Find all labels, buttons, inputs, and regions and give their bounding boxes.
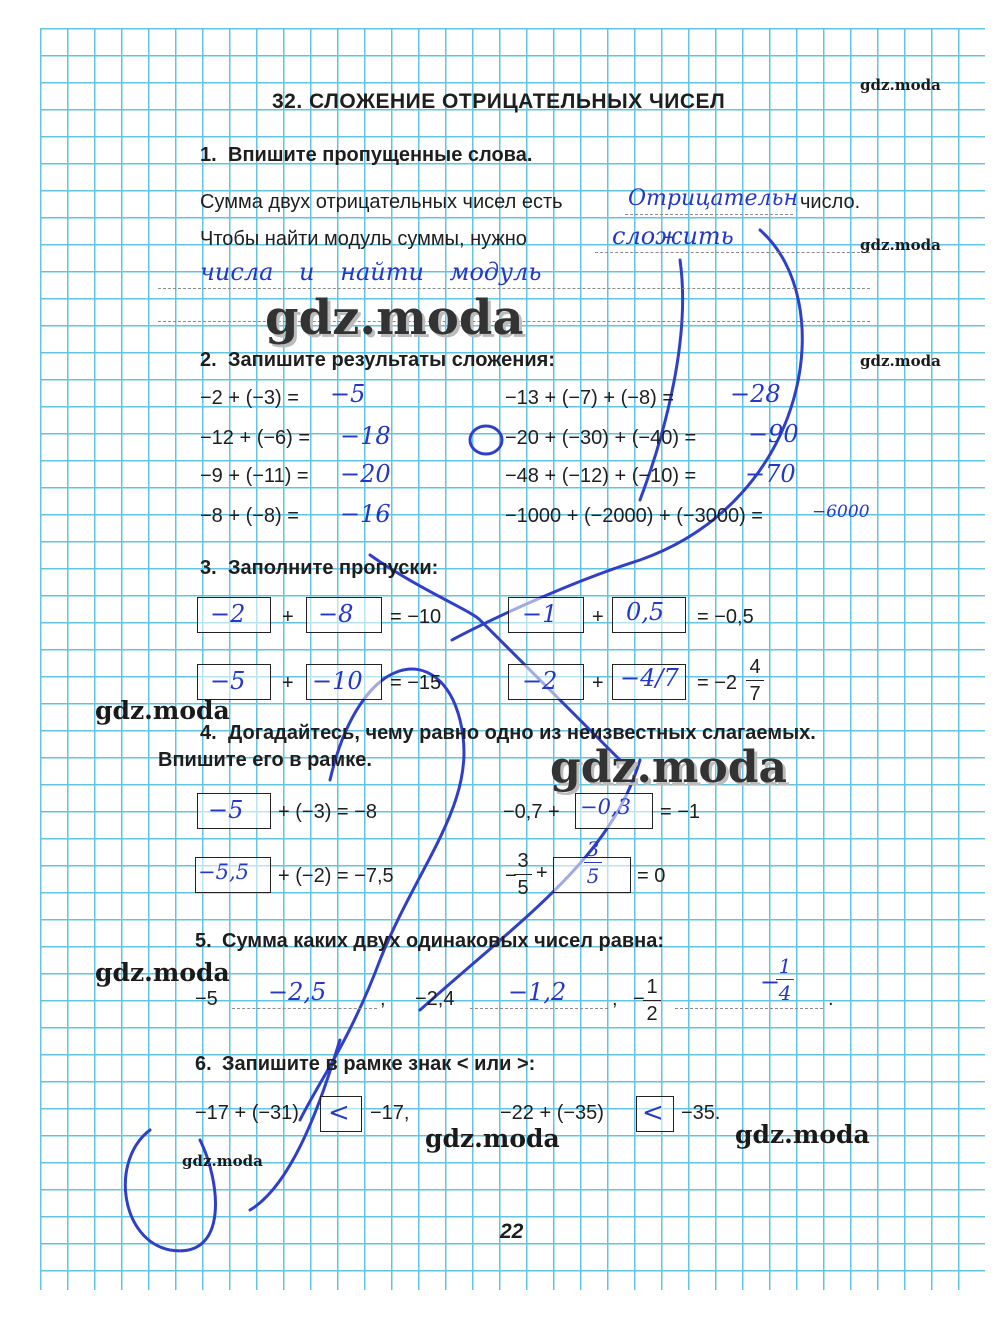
watermark: gdz.moda — [860, 236, 941, 254]
task1-line1-end: число. — [800, 191, 861, 213]
task1-answer3: числа и найти модуль — [200, 258, 542, 286]
task2-left-expr-3: −9 + (−11) = — [200, 465, 309, 487]
plus-sign: + — [592, 672, 604, 694]
task5-answer-1: −2,5 — [268, 978, 327, 1006]
answer-line — [595, 252, 870, 253]
task3-r2-a: −5 — [210, 667, 246, 695]
watermark: gdz.moda — [95, 958, 230, 987]
task2-right-expr-4: −1000 + (−2000) + (−3000) = — [505, 505, 763, 527]
task1-prompt: Впишите пропущенные слова. — [228, 144, 533, 166]
task3-r1-result: = −10 — [390, 606, 442, 628]
period: . — [828, 988, 834, 1010]
handwritten-fraction — [584, 838, 602, 887]
fraction-denominator: 2 — [646, 1003, 658, 1025]
task2-right-answer-4: −6000 — [812, 502, 870, 522]
task2-left-answer-1: −5 — [330, 380, 366, 408]
watermark: gdz.moda — [425, 1124, 560, 1153]
task2-left-answer-4: −16 — [340, 500, 391, 528]
fraction-bar — [746, 680, 764, 681]
answer-line — [232, 1008, 377, 1009]
task3-number: 3. — [200, 557, 217, 579]
fraction-denominator: 5 — [517, 877, 529, 899]
comma: , — [380, 988, 386, 1010]
task2-right-answer-1: −28 — [730, 380, 781, 408]
task2-right-expr-1: −13 + (−7) + (−8) = — [505, 387, 674, 409]
task3-r2-d: −4/7 — [620, 664, 679, 692]
watermark: gdz.moda — [95, 696, 230, 725]
fraction-denominator: 7 — [749, 683, 761, 705]
task1-line1-text: Сумма двух отрицательных чисел есть — [200, 191, 563, 213]
answer-line — [675, 1008, 823, 1009]
handwritten-minus: − — [760, 968, 781, 996]
watermark: gdz.moda — [860, 76, 941, 94]
answer-line — [625, 214, 793, 215]
task6-expr-1: −17 + (−31) — [195, 1102, 299, 1124]
task3-prompt: Заполните пропуски: — [228, 557, 439, 579]
task1-number: 1. — [200, 144, 217, 166]
task3-r2-result: = −15 — [390, 672, 442, 694]
plus-sign: + — [282, 606, 294, 628]
task4-prompt: Догадайтесь, чему равно одно из неизвестных слагаемых. — [228, 722, 816, 744]
fraction-numerator: 3 — [586, 837, 600, 861]
fraction-bar — [643, 1000, 661, 1001]
fraction-numerator: 1 — [778, 954, 792, 978]
fraction-numerator: 4 — [749, 656, 761, 678]
mixed-fraction — [746, 656, 764, 705]
task3-r1-a: −2 — [210, 600, 246, 628]
task2-left-answer-2: −18 — [340, 422, 391, 450]
plus-sign: + — [536, 862, 548, 884]
plus-sign: + — [592, 606, 604, 628]
task1-line2-text: Чтобы найти модуль суммы, нужно — [200, 228, 527, 250]
task2-left-answer-3: −20 — [340, 460, 391, 488]
task5-prompt: Сумма каких двух одинаковых чисел равна: — [222, 930, 665, 952]
comma: , — [612, 988, 618, 1010]
task5-value-2: −2,4 — [415, 988, 455, 1010]
watermark-large: gdz.moda — [550, 742, 788, 793]
answer-line — [158, 288, 870, 289]
task4-r1-right-b: = −1 — [660, 801, 701, 823]
task2-left-expr-1: −2 + (−3) = — [200, 387, 299, 409]
task3-r1-c: −1 — [522, 600, 558, 628]
minus-sign: − — [633, 988, 645, 1010]
answer-line — [470, 1008, 608, 1009]
fraction-bar — [776, 979, 794, 980]
task3-r1-d: 0,5 — [626, 598, 665, 626]
task4-r2-left-rest: + (−2) = −7,5 — [278, 865, 394, 887]
task6-prompt: Запишите в рамке знак < или >: — [222, 1053, 536, 1075]
handwritten-fraction — [776, 955, 794, 1004]
fraction-numerator: 1 — [646, 976, 658, 998]
task1-answer1: Отрицательн — [628, 186, 798, 211]
watermark: gdz.moda — [860, 352, 941, 370]
task3-r2-b: −10 — [312, 667, 363, 695]
task2-prompt: Запишите результаты сложения: — [228, 349, 555, 371]
page-title: 32. СЛОЖЕНИЕ ОТРИЦАТЕЛЬНЫХ ЧИСЕЛ — [272, 90, 726, 113]
fraction-bar — [584, 862, 602, 863]
watermark-large: gdz.moda — [265, 290, 524, 346]
fraction-numerator: 3 — [517, 850, 529, 872]
task2-right-expr-2: −20 + (−30) + (−40) = — [505, 427, 697, 449]
minus-sign: − — [505, 865, 517, 887]
task5-answer-2: −1,2 — [508, 978, 567, 1006]
watermark: gdz.moda — [735, 1120, 870, 1149]
task2-right-answer-2: −90 — [748, 420, 799, 448]
task2-left-expr-4: −8 + (−8) = — [200, 505, 299, 527]
plus-sign: + — [282, 672, 294, 694]
task4-prompt2: Впишите его в рамке. — [158, 749, 372, 771]
task2-right-answer-3: −70 — [745, 460, 796, 488]
task4-number: 4. — [200, 722, 217, 744]
task4-r1-left-answer: −5 — [208, 796, 244, 824]
page-number: 22 — [500, 1220, 524, 1243]
fraction — [514, 850, 532, 899]
task4-r2-result: = 0 — [637, 865, 666, 887]
task4-r1-left-rest: + (−3) = −8 — [278, 801, 377, 823]
task4-r1-right-answer: −0,3 — [580, 795, 631, 819]
task2-right-expr-3: −48 + (−12) + (−10) = — [505, 465, 697, 487]
task6-sign-2: < — [642, 1098, 664, 1128]
task3-r1-result2: = −0,5 — [697, 606, 754, 628]
task6-number: 6. — [195, 1053, 212, 1075]
task4-r2-left-answer: −5,5 — [198, 860, 249, 884]
task6-expr-1b: −17, — [370, 1102, 410, 1124]
task6-sign-1: < — [328, 1098, 350, 1128]
task4-r1-right-a: −0,7 + — [503, 801, 560, 823]
task5-number: 5. — [195, 930, 212, 952]
task5-value-1: −5 — [195, 988, 218, 1010]
task2-number: 2. — [200, 349, 217, 371]
task2-left-expr-2: −12 + (−6) = — [200, 427, 311, 449]
fraction-bar — [514, 874, 532, 875]
fraction-denominator: 4 — [778, 981, 792, 1005]
fraction-denominator: 5 — [586, 864, 600, 888]
task1-answer2: сложить — [612, 222, 734, 250]
task3-r2-c: −2 — [522, 667, 558, 695]
task6-expr-2: −22 + (−35) — [500, 1102, 604, 1124]
task3-r2-result2: = −2 — [697, 672, 738, 694]
task3-r1-b: −8 — [318, 600, 354, 628]
watermark: gdz.moda — [182, 1152, 263, 1170]
fraction — [643, 976, 661, 1025]
task6-expr-2b: −35. — [681, 1102, 721, 1124]
